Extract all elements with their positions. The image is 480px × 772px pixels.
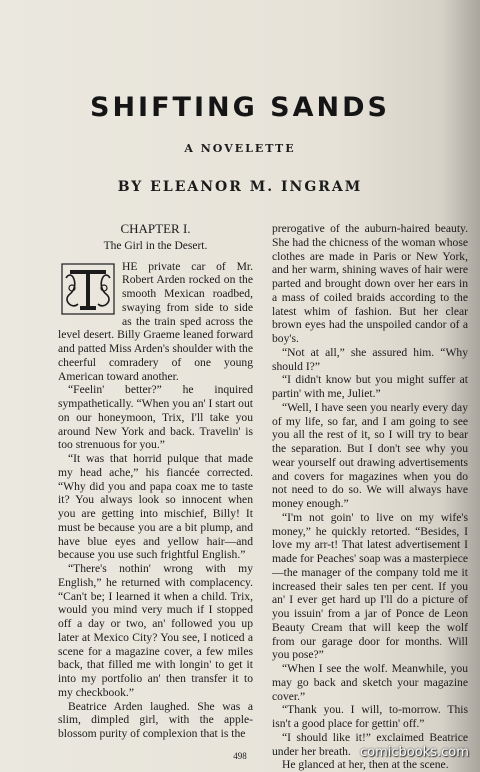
opening-paragraph (58, 260, 253, 384)
paragraph: “I'm not goin' to live on my wife's money,” he quickly retorted. “Besides, I love my arr-t! That latest advertisement I made for Peaches' soap was a masterpiece—the manager of the company told me it increased their sales ten per cent. If you an' I ever get hard up I'll do a picture of you issuin' from a jar of Ponce de Leon Beauty Cream that will keep the wolf from our garage door for months. Will you pose?” (272, 510, 468, 662)
paragraph: “I should like it!” exclaimed Beatrice under her breath. (272, 730, 468, 758)
ornamental-dropcap-t-icon (58, 260, 118, 318)
watermark: comicbooks.com (360, 745, 469, 760)
page-number: 498 (233, 751, 247, 761)
left-column (58, 222, 253, 741)
paragraph: “Not at all,” she assured him. “Why should I?” (272, 345, 468, 373)
paragraph: “When I see the wolf. Meanwhile, you may go back and sketch your magazine cover.” (272, 662, 468, 703)
paragraph: Beatrice Arden laughed. She was a slim, dimpled girl, with the apple-blossom purity of complexion that is the (58, 699, 253, 740)
chapter-subheading: The Girl in the Desert. (103, 239, 208, 252)
opening-paragraph-text: HE private car of Mr. Robert Arden rocked on the smooth Mexican roadbed, swaying from side to side as the train sped across the level desert. Billy Graeme leaned forward and patted Miss Arden's shoulder with the cheerful comradery of one young American toward another. (58, 259, 253, 383)
story-title: SHIFTING SANDS (90, 92, 390, 123)
paragraph: “I didn't know but you might suffer at partin' with me, Juliet.” (272, 373, 468, 400)
continued-paragraph: prerogative of the auburn-haired beauty. She had the chicness of the woman whose clothes are made in Paris or New York, and her warm, shining waves of hair were parted and brought down over her ears in a mass of coiled braids according to the latest whim of fashion. But her clear brown eyes had the unspoiled candor of a boy's. (272, 222, 468, 345)
paragraph: “It was that horrid pulque that made my head ache,” his fiancée corrected. “Why did you and papa coax me to taste it? You always look so innocent when you are getting into mischief, Billy! It must be because you are a bit plump, and have blue eyes and yellow hair—and because you use such frightful English.” (58, 452, 253, 562)
paragraph: He glanced at her, then at the scene. (282, 758, 449, 772)
author-byline: BY ELEANOR M. INGRAM (117, 179, 363, 195)
paragraph: “Thank you. I will, to-morrow. This isn't a good place for gettin' off.” (272, 703, 468, 730)
right-column (272, 222, 468, 772)
paragraph: “Well, I have seen you nearly every day of my life, so far, and I am going to see you all the rest of it, so I will try to bear the separation. But I don't see why you wear yourself out drawing advertisements and covers for magazines when you do not need to do so. We will always have money enough.” (272, 400, 468, 510)
paragraph: “There's nothin' wrong with my English,” he returned with complacency. “Can't be; I learned it when a child. Trix, would you mind very much if I stopped off a day or two, an' followed you up later at Mexico City? You see, I noticed a scene for a magazine cover, a few miles back, that filled me with longin' to get it into my portfolio an' then transfer it to my checkbook.” (58, 562, 253, 699)
chapter-heading: CHAPTER I. (120, 221, 191, 236)
paragraph: “Feelin' better?” he inquired sympathetically. “When you an' I start out on our honeymoon, Trix, I'll take you around New York and back. Travelin' is too strenuous for you.” (58, 383, 253, 452)
story-subtitle: A NOVELETTE (184, 142, 296, 155)
